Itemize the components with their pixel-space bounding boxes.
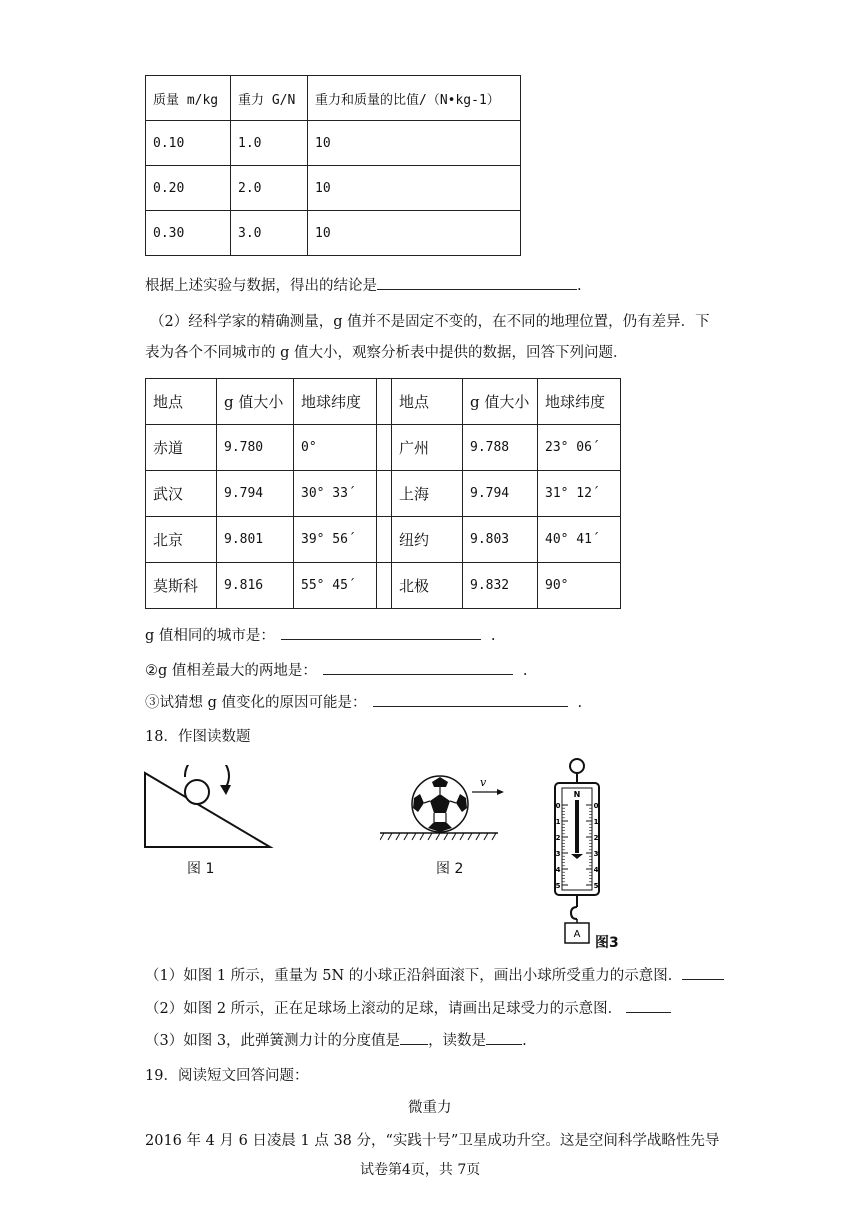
table-cell: 上海 (392, 471, 463, 517)
table-header-row (146, 76, 521, 121)
answer-blank[interactable] (682, 965, 724, 980)
rotation-arrowhead (220, 785, 231, 795)
table-cell: 9.780 (217, 425, 294, 471)
table-header-cell: 地点 (146, 379, 217, 425)
table-cell: 3.0 (231, 211, 308, 256)
table-cell: 0.20 (146, 166, 231, 211)
table-gap-cell (377, 563, 392, 609)
scale-tick-label: 5 (593, 882, 599, 890)
table-row (146, 471, 621, 517)
table-cell: 9.788 (463, 425, 538, 471)
table-row (146, 563, 621, 609)
table-cell: 1.0 (231, 121, 308, 166)
article-line-1: 2016 年 4 月 6 日凌晨 1 点 38 分，“实践十号”卫星成功升空。这是空间科学战略性先导 (145, 1133, 720, 1149)
table-cell: 北京 (146, 517, 217, 563)
table-cell: 39° 56´ (294, 517, 377, 563)
q18-item-2: （2）如图 2 所示，正在足球场上滚动的足球，请画出足球受力的示意图． (145, 998, 671, 1019)
q18-item-3: （3）如图 3，此弹簧测力计的分度值是 ，读数是 . (145, 1030, 527, 1051)
answer-blank[interactable] (626, 998, 671, 1013)
table-gap-cell (377, 471, 392, 517)
answer-blank[interactable] (281, 625, 481, 640)
table-gap-cell (377, 425, 392, 471)
answer-blank[interactable] (323, 660, 513, 675)
velocity-arrowhead (497, 789, 504, 795)
spring (575, 800, 579, 853)
q18-title: 18．作图读数题 (145, 729, 251, 745)
sub-question-1: g 值相同的城市是： . (145, 625, 496, 646)
answer-blank[interactable] (373, 692, 568, 707)
table-gap-cell (377, 517, 392, 563)
scale-tick-label: 3 (593, 850, 599, 858)
table-cell: 莫斯科 (146, 563, 217, 609)
answer-blank[interactable] (377, 275, 577, 290)
q2-intro-line1: （2）经科学家的精确测量，g 值并不是固定不变的，在不同的地理位置，仍有差异．下 (150, 314, 710, 330)
table-header-cell: 地球纬度 (294, 379, 377, 425)
table-cell: 10 (308, 211, 521, 256)
table-cell: 0.30 (146, 211, 231, 256)
velocity-label: v (480, 776, 487, 789)
table-cell: 9.803 (463, 517, 538, 563)
table-cell: 9.794 (463, 471, 538, 517)
table-row (146, 211, 521, 256)
table-cell: 纽约 (392, 517, 463, 563)
table-header-cell: 地球纬度 (538, 379, 621, 425)
table-header-cell: g 值大小 (463, 379, 538, 425)
table-gap-cell (377, 379, 392, 425)
table-row (146, 121, 521, 166)
answer-blank[interactable] (486, 1030, 522, 1045)
table-cell: 40° 41´ (538, 517, 621, 563)
scale-tick-label: 1 (593, 818, 599, 826)
figure3-label: 图3 (595, 935, 619, 951)
article-title: 微重力 (408, 1100, 452, 1116)
table-cell: 90° (538, 563, 621, 609)
scale-tick-label: 4 (555, 866, 561, 874)
sub-question-3: ③试猜想 g 值变化的原因可能是： . (145, 692, 582, 713)
table-header-row (146, 379, 621, 425)
table-cell: 10 (308, 121, 521, 166)
table-cell: 31° 12´ (538, 471, 621, 517)
sub-question-2: ②g 值相差最大的两地是： . (145, 660, 528, 681)
figure1-label: 图 1 (187, 861, 215, 877)
table-cell: 30° 33´ (294, 471, 377, 517)
table-cell: 广州 (392, 425, 463, 471)
table-cell: 9.801 (217, 517, 294, 563)
table-cell: 赤道 (146, 425, 217, 471)
conclusion-line: 根据上述实验与数据，得出的结论是 . (145, 275, 582, 296)
g-value-table (145, 378, 621, 609)
scale-tick-label: 5 (555, 882, 561, 890)
table-cell: 北极 (392, 563, 463, 609)
table-header-cell: 重力和质量的比值/（N•kg-1） (308, 76, 521, 121)
table-cell: 23° 06´ (538, 425, 621, 471)
scale-tick-label: 0 (555, 802, 561, 810)
scale-tick-label: 1 (555, 818, 561, 826)
mass-gravity-table (145, 75, 521, 256)
table-header-cell: 地点 (392, 379, 463, 425)
table-header-cell: 重力 G/N (231, 76, 308, 121)
scale-tick-label: 4 (593, 866, 599, 874)
figure1-incline (140, 765, 280, 855)
q18-item-1: （1）如图 1 所示，重量为 5N 的小球正沿斜面滚下，画出小球所受重力的示意图． (145, 965, 724, 986)
answer-blank[interactable] (400, 1030, 428, 1045)
scale-unit: N (573, 790, 581, 799)
table-row (146, 517, 621, 563)
table-cell: 武汉 (146, 471, 217, 517)
figure3-spring-scale (540, 755, 620, 950)
table-header-cell: 质量 m/kg (146, 76, 231, 121)
table-cell: 9.816 (217, 563, 294, 609)
ground-hatching (380, 833, 496, 840)
page-footer: 试卷第4页，共 7页 (360, 1162, 481, 1178)
figure2-label: 图 2 (436, 861, 464, 877)
scale-ring (570, 759, 584, 773)
incline-triangle (145, 773, 270, 847)
table-row (146, 425, 621, 471)
scale-tick-label: 0 (593, 802, 599, 810)
table-cell: 9.794 (217, 471, 294, 517)
scale-tick-label: 3 (555, 850, 561, 858)
figure2-soccer (380, 770, 520, 850)
q19-title: 19．阅读短文回答问题： (145, 1068, 309, 1084)
table-header-cell: g 值大小 (217, 379, 294, 425)
table-cell: 9.832 (463, 563, 538, 609)
q2-intro-line2: 表为各个不同城市的 g 值大小，观察分析表中提供的数据，回答下列问题． (145, 345, 628, 361)
scale-tick-label: 2 (593, 834, 599, 842)
table-cell: 0° (294, 425, 377, 471)
table-cell: 55° 45´ (294, 563, 377, 609)
ball-on-incline (185, 780, 209, 804)
table-cell: 0.10 (146, 121, 231, 166)
weight-label: A (573, 929, 581, 940)
scale-tick-label: 2 (555, 834, 561, 842)
table-cell: 2.0 (231, 166, 308, 211)
table-cell: 10 (308, 166, 521, 211)
table-row (146, 166, 521, 211)
